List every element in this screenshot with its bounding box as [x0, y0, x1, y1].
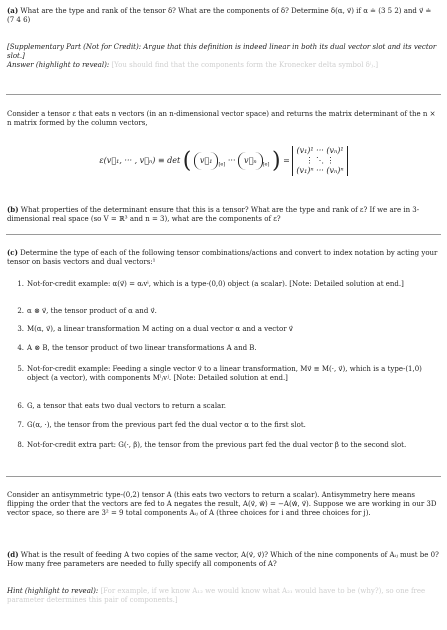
antisymmetric-intro: Consider an antisymmetric type-(0,2) tensor A (this eats two vectors to return a scalar). Antisymmetry here means flipping the order that the vectors are fed to A negates the result, A(v⃗, w⃗) = −A(w⃗, v⃗). Suppose we are working in our 3D vector space, so there are 3² = 9 total components Aᵢⱼ of A (three choices for i and three choices for j). [7, 491, 437, 517]
divider [6, 476, 441, 477]
hint-label: Hint (highlight to reveal): [7, 587, 99, 595]
answer-label: Answer (highlight to reveal): [7, 61, 110, 69]
part-a-question: (a) What are the type and rank of the tensor δ? What are the components of δ? Determine δ(α, v⃗) if α ≐ (3 5 2) and v⃗ ≐ (7 4 6) [7, 6, 432, 24]
component-determinant: (v₁)¹ ··· (vₙ)¹ ⋮ ⋱ ⋮ (v₁)ⁿ ··· (vₙ)ⁿ [292, 146, 347, 176]
part-d-hint[interactable] [7, 587, 440, 605]
part-a-answer[interactable] [7, 61, 440, 70]
column-vector-n: v⃗ₙ [238, 152, 263, 170]
column-vector-1: v⃗₁ [194, 152, 219, 170]
part-a [7, 6, 440, 25]
epsilon-intro: Consider a tensor ε that eats n vectors (in an n-dimensional vector space) and returns the matrix determinant of the n × n matrix formed by the column vectors, [7, 110, 436, 127]
part-d: (d) What is the result of feeding A two copies of the same vector, A(v⃗, v⃗)? Which of the nine components of Aᵢⱼ must be 0? How many free parameters are needed to fully specify all components of A? [7, 550, 439, 568]
part-c-label: (c) [7, 248, 18, 257]
divider [6, 234, 441, 235]
part-d-label: (d) [7, 550, 19, 559]
worksheet-page: (a) What are the type and rank of the tensor δ? What are the components of δ? Determine δ(α, v⃗) if α ≐ (3 5 2) and v⃗ ≐ (7 4 6) [Supplementary Part (Not for Credit): Argue that this definition is indeed linear in both its dual vector slot and its vector slot.] Answer (highlight to reveal): [You should find that the components form the Kronecker delta symbol δⁱⱼ.] Consider a tensor ε that eats n vectors (in an n-dimensional vector space) and returns the matrix determinant of the n × n matrix formed by the column vectors, ε(v⃗₁, ··· , v⃗ₙ) ≡ det ( v⃗₁ $_{[e]}$ ··· v⃗ₙ $_{[e]}$ ) = (v₁)¹ ··· (vₙ)¹ ⋮ ⋱ ⋮ (v₁)ⁿ ··· (vₙ)ⁿ (b) What properties of the determinant ensure that this is a tensor? What are the type and rank of ε? If we are in 3-dimensional real space (so V = ℝ³ and n = 3), what are the components of ε? (c) Determine the type of each of the following tensor combinations/actions and convert to index notation by acting your tensor on basis vectors and dual vectors:¹ 1. Not-for-credit example: α(v⃗) = αᵢvⁱ, which is a type-(0,0) object (a scalar). [Note: Detailed solution at end.] 2. α ⊗ v⃗, the tensor product of α and v⃗. 3. M(α, v⃗), a linear transformation M acting on a dual vector α and a vector v⃗ 4. A ⊗ B, the tensor product of two linear transformations A and B. 5. Not-for-credit example: Feeding a single vector v⃗ to a linear transformation, Mv⃗ ≡ M(·, v⃗), which is a type-(1,0) object (a vector), with components Mⁱⱼvʲ. [Note: Detailed solution at end.] 6. G, a tensor that eats two dual vectors to return a scalar. 7. G(α, ·), the tensor from the previous part fed the dual vector α to the first slot. 8. Not-for-credit extra part: G(·, β), the tensor from the previous part fed the dual vector β to the second slot. Consider an antisymmetric type-(0,2) tensor A (this eats two vectors to return a scalar). Antisymmetry here means flipping the order that the vectors are fed to A negates the result, A(v⃗, w⃗) = −A(w⃗, v⃗). Suppose we are working in our 3D vector space, so there are 3² = 9 total components Aᵢⱼ of A (three choices for i and three choices for j). (d) What is the result of feeding A two copies of the same vector, A(v⃗, v⃗)? Which of the nine components of Aᵢⱼ must be 0? How many free parameters are needed to fully specify all components of A? Hint (highlight to reveal): [For example, if we know A₁₂ we would know what A₂₁ would have to be (why?), so one free parameter determines this pair of components.] [0, 0, 447, 630]
part-b-label: (b) [7, 205, 19, 214]
divider [6, 94, 441, 95]
part-a-label: (a) [7, 6, 19, 15]
hint-hidden-text[interactable]: [For example, if we know A₁₂ we would know what A₂₁ would have to be (why?), so one free parameter determines this pair of components.] [7, 587, 426, 604]
part-a-supplementary: [Supplementary Part (Not for Credit): Argue that this definition is indeed linear in both its dual vector slot and its vector slot.] [7, 43, 437, 60]
part-b: (b) What properties of the determinant ensure that this is a tensor? What are the type and rank of ε? If we are in 3-dimensional real space (so V = ℝ³ and n = 3), what are the components of ε? [7, 205, 420, 223]
part-c: (c) Determine the type of each of the following tensor combinations/actions and convert to index notation by acting your tensor on basis vectors and dual vectors:¹ [7, 248, 438, 266]
epsilon-determinant-formula: ε(v⃗₁, ··· , v⃗ₙ) ≡ det ( v⃗₁ $_{[e]}$ ··· v⃗ₙ $_{[e]}$ ) = (v₁)¹ ··· (vₙ)¹ ⋮ ⋱ ⋮ (v₁)ⁿ ··· (vₙ)ⁿ [0, 146, 447, 176]
answer-hidden-text[interactable]: [You should find that the components form the Kronecker delta symbol δⁱⱼ.] [111, 61, 379, 69]
